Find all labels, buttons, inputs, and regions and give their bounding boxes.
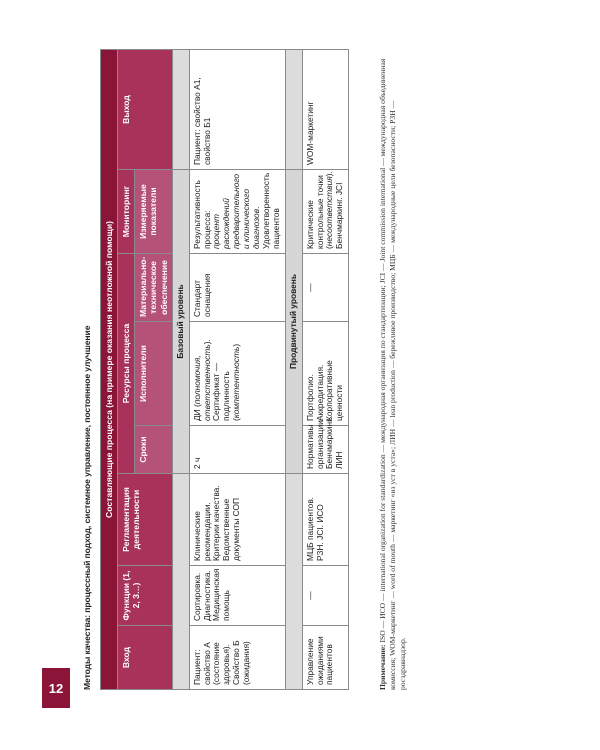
col-header-material: Материально-техническое обеспечение bbox=[135, 254, 172, 322]
cell-regulation: Клинические рекомендации. Критерии качества. Ведомственные документы СОП bbox=[189, 474, 285, 566]
cell-text: Критические контрольные точки ( bbox=[304, 175, 335, 249]
page-number: 12 bbox=[42, 668, 70, 708]
band-spacer bbox=[172, 474, 189, 690]
cell-exit: WOM-маркетинг bbox=[302, 49, 349, 169]
cell-entry: Управление ожиданиями пациентов bbox=[302, 626, 349, 690]
col-header-performers: Исполнители bbox=[135, 322, 172, 426]
col-header-entry: Вход bbox=[118, 626, 173, 690]
cell-functions: — bbox=[302, 566, 349, 626]
band-spacer bbox=[285, 474, 302, 690]
cell-text-italic: компетентность bbox=[231, 346, 242, 419]
cell-performers: Портфолио. Аккредитация. Корпоративные ценности bbox=[302, 322, 349, 426]
process-table bbox=[100, 49, 349, 690]
band-advanced-level: Продвинутый уровень bbox=[285, 170, 302, 474]
footnote-label: Примечание: bbox=[378, 644, 387, 690]
cell-text: ). Бенчмаркинг. JCI bbox=[324, 171, 345, 249]
cell-entry: Пациент: свойство А (состояние здоровья). Свойство Б (ожидания) bbox=[189, 626, 285, 690]
cell-text-italic: несоответствия bbox=[324, 176, 335, 247]
cell-regulation: МЦБ пациентов. РЗН. JCI. ИСО bbox=[302, 474, 349, 566]
rotated-page-content bbox=[82, 50, 432, 690]
cell-material: — bbox=[302, 254, 349, 322]
cell-text-italic: процент расхождений предварительного и клинического диагнозов bbox=[211, 173, 262, 249]
footnote bbox=[378, 50, 408, 690]
cell-functions: Сортировка. Диагностика. Медицинская помощь bbox=[189, 566, 285, 626]
cell-text: ) bbox=[231, 343, 242, 347]
cell-material: Стандарт оснащения bbox=[189, 254, 285, 322]
col-header-functions: Функции (1, 2, 3…) bbox=[118, 566, 173, 626]
cell-text: ДИ ( bbox=[191, 404, 202, 421]
cell-terms: 2 ч bbox=[189, 426, 285, 474]
band-basic-level: Базовый уровень bbox=[172, 170, 189, 474]
cell-terms: Нормативы организации. Бенчмаркинг. ЛИН bbox=[302, 426, 349, 474]
cell-exit: Пациент: свойство А1, свойство Б1 bbox=[189, 49, 285, 169]
table-row-basic bbox=[189, 49, 285, 689]
col-header-terms: Сроки bbox=[135, 426, 172, 474]
cell-performers bbox=[189, 322, 285, 426]
cell-text: ). Сертификат — подлинность ( bbox=[201, 339, 242, 421]
group-header-resources: Ресурсы процесса bbox=[118, 254, 135, 474]
cell-text: Результативность процесса: bbox=[191, 180, 212, 249]
col-header-regulation: Регламентация деятельности bbox=[118, 474, 173, 566]
band-spacer bbox=[172, 49, 189, 169]
band-spacer bbox=[285, 49, 302, 169]
table-title: Составляющие процесса (на примере оказания неотложной помощи) bbox=[101, 49, 118, 689]
col-header-exit: Выход bbox=[118, 49, 173, 169]
section-heading: Методы качества: процессный подход, системное управление, постоянное улучшение bbox=[82, 325, 92, 690]
cell-indicators bbox=[302, 170, 349, 254]
table-row-advanced bbox=[302, 49, 349, 689]
col-header-indicators: Измеряемые показатели bbox=[135, 170, 172, 254]
cell-text: . Удовлетворенность пациентов bbox=[251, 172, 281, 249]
cell-text-italic: полномочия, ответственность bbox=[191, 344, 212, 421]
cell-indicators bbox=[189, 170, 285, 254]
footnote-text: ISO — ИСО — international organization for standardization — международная организация по стандартизации; JCI — Joint commission international — международная объединенная комиссия; WOM-маркетинг — word of mouth — маркетинг «из уст в уста»; ЛИН — lean production — бережливое производство; МЦБ — международные цели безопасности; РЗН — росздравнадзор. bbox=[378, 58, 407, 690]
group-header-monitoring: Мониторинг bbox=[118, 170, 135, 254]
